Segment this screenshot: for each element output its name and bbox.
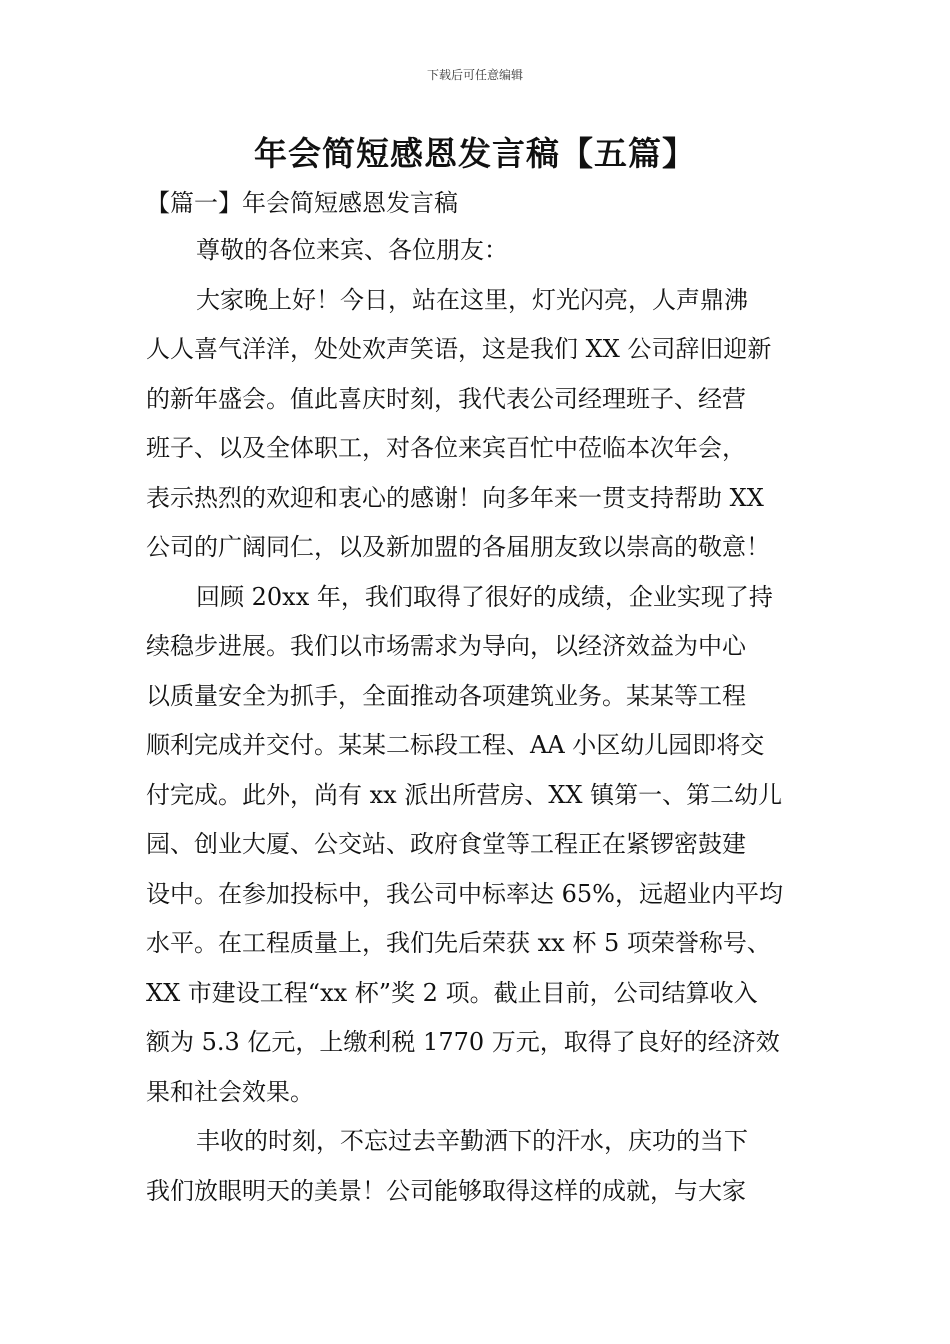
header-note: 下载后可任意编辑 [426, 68, 523, 82]
body-line: 公司的广阔同仁，以及新加盟的各届朋友致以崇高的敬意！ [146, 533, 770, 561]
body-line: 付完成。此外，尚有 xx 派出所营房、XX 镇第一、第二幼儿 [146, 780, 783, 809]
body-line: 的新年盛会。值此喜庆时刻，我代表公司经理班子、经营 [146, 384, 746, 413]
body-line: XX 市建设工程“xx 杯”奖 2 项。截止目前，公司结算收入 [146, 978, 758, 1007]
body-line: 大家晚上好！今日，站在这里，灯光闪亮，人声鼎沸 [196, 285, 748, 314]
document-body [146, 226, 826, 1216]
body-line: 我们放眼明天的美景！公司能够取得这样的成就，与大家 [146, 1176, 746, 1205]
body-line: 设中。在参加投标中，我公司中标率达 65%，远超业内平均 [146, 879, 783, 908]
body-line: 水平。在工程质量上，我们先后荣获 xx 杯 5 项荣誉称号、 [146, 929, 771, 957]
body-line: 额为 5.3 亿元，上缴利税 1770 万元，取得了良好的经济效 [146, 1028, 780, 1056]
document-title: 年会简短感恩发言稿【五篇】 [254, 134, 696, 173]
body-line: 以质量安全为抓手，全面推动各项建筑业务。某某等工程 [146, 681, 746, 710]
body-line: 顺利完成并交付。某某二标段工程、AA 小区幼儿园即将交 [146, 731, 765, 759]
body-line: 果和社会效果。 [146, 1077, 314, 1106]
body-line: 丰收的时刻，不忘过去辛勤洒下的汗水，庆功的当下 [196, 1127, 748, 1155]
body-line: 班子、以及全体职工，对各位来宾百忙中莅临本次年会， [146, 434, 746, 462]
body-line: 表示热烈的欢迎和衷心的感谢！向多年来一贯支持帮助 XX [146, 483, 764, 512]
body-line: 人人喜气洋洋，处处欢声笑语，这是我们 XX 公司辞旧迎新 [146, 335, 772, 363]
body-line: 尊敬的各位来宾、各位朋友： [196, 236, 508, 264]
body-line: 续稳步进展。我们以市场需求为导向，以经济效益为中心 [146, 632, 746, 660]
body-line: 回顾 20xx 年，我们取得了很好的成绩，企业实现了持 [196, 582, 773, 611]
section-heading: 【篇一】年会简短感恩发言稿 [146, 189, 458, 217]
body-line: 园、创业大厦、公交站、政府食堂等工程正在紧锣密鼓建 [146, 830, 746, 858]
